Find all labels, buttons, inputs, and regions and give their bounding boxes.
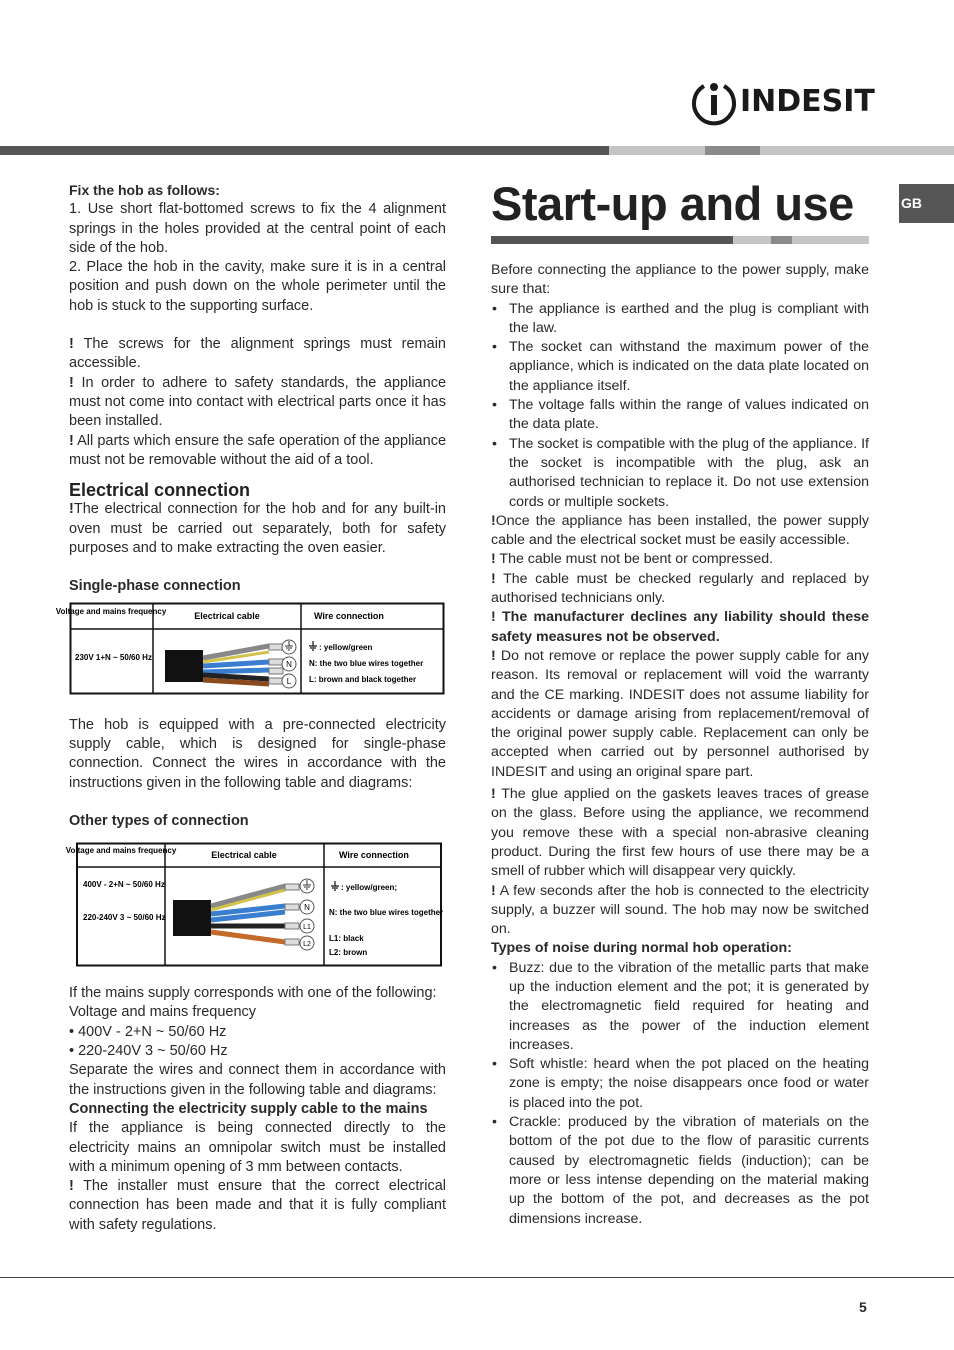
wire-row: N: the two blue wires together [309,658,424,668]
list-item: • 220-240V 3 ~ 50/60 Hz [69,1043,228,1060]
list-item: • The socket can withstand the maximum power of the appliance, which is indicated on the data plate located on the appliance itself. [491,338,869,396]
wire-row: N: the two blue wires together [329,908,444,918]
list-item: • Soft whistle: heard when the pot placed on the heating zone is empty; the noise disappears once food or water is placed into the pot. [491,1055,869,1113]
voltage-label: 220-240V 3 ~ 50/60 Hz [83,913,166,923]
svg-text:N: N [286,659,292,669]
table-header: Voltage and mains frequency [55,606,167,616]
other-connection-wiring-table [65,842,446,970]
subheading: Other types of connection [69,812,249,829]
page-number: 5 [859,1299,867,1315]
subheading: Connecting the electricity supply cable to the mains [69,1100,428,1117]
table-header: Voltage and mains frequency [65,846,177,856]
wire-row: L: brown and black together [309,674,417,684]
page-title: Start-up and use [491,177,854,230]
voltage-label: 400V - 2+N ~ 50/60 Hz [83,880,165,890]
subheading: Types of noise during normal hob operation: [491,940,792,957]
table-header: Electrical cable [194,610,260,621]
footer-rule [0,1277,954,1278]
fix-step-1: 1. Use short flat-bottomed screws to fix the 4 alignment springs in the holes provided at the central point of each side of the hob. [69,201,446,256]
warning-text: ! A few seconds after the hob is connected to the electricity supply, a buzzer will sound. The hob may now be switched on. [491,882,869,938]
list-item: • The voltage falls within the range of values indicated on the data plate. [491,396,869,435]
fix-heading: Fix the hob as follows: [69,182,220,198]
table-header: Wire connection [314,610,384,621]
svg-text:L1: L1 [303,924,311,932]
right-column [491,261,869,1229]
left-column [55,181,447,1235]
logo-text: INDESIT [740,84,875,119]
list-item: • Crackle: produced by the vibration of materials on the bottom of the pot due to the flow of parasitic currents caused by electromagnetic fields (induction); can be more or less intense depending on the material making up the bottom of the pot, and decreases as the pot dimensions increase. [491,1113,869,1229]
subheading: Single-phase connection [69,578,241,595]
list-item: • The socket is compatible with the plug of the appliance. If the socket is incompatible with the plug, ask an authorised technician to replace it. Do not use extension cords or multiple sockets. [491,435,869,512]
paragraph: Voltage and mains frequency [69,1004,257,1021]
warning-text: ! The manufacturer declines any liability should these safety measures not be observed. [491,609,869,645]
warning-text: ! All parts which ensure the safe operation of the appliance must not be removable without the aid of a tool. [69,432,447,468]
paragraph: Separate the wires and connect them in accordance with the instructions given in the following table and diagrams: [69,1062,446,1098]
header-bar [0,146,954,155]
wire-row: : yellow/green [319,642,373,652]
language-tab: GB [899,184,954,223]
section-heading: Electrical connection [69,480,251,501]
table-header: Wire connection [339,850,409,861]
warning-text: ! The glue applied on the gaskets leaves traces of grease on the glass. Before using the appliance, we recommend you remove these with a special non-abrasive cleaning product. During the first few hours of use there may be a smell of rubber which will disappear very quickly. [491,786,869,880]
warning-text: !Once the appliance has been installed, the power supply cable and the electrical socket must be easily accessible. [491,512,869,549]
svg-text:N: N [304,903,310,913]
noise-list [491,959,869,1229]
warning-text: !The electrical connection for the hob and for any built-in oven must be carried out separately, both for safety purposes and to make extracting the oven easier. [69,501,446,557]
svg-text:L2: L2 [303,941,311,949]
warning-text: ! The screws for the alignment springs must remain accessible. [69,336,446,372]
list-item: • The appliance is earthed and the plug is compliant with the law. [491,300,869,339]
fix-step-2: 2. Place the hob in the cavity, make sure it is in a central position and push down on the whole perimeter until the hob is stuck to the supporting surface. [69,259,446,314]
table-header: Electrical cable [211,850,277,861]
paragraph: The hob is equipped with a pre-connected electricity supply cable, which is designed for single-phase connection. Connect the wires in accordance with the instructions given in the following table and diagrams: [69,716,446,791]
voltage-label: 230V 1+N ~ 50/60 Hz [75,652,152,662]
wire-row: : yellow/green; [341,883,398,893]
list-item: • 400V - 2+N ~ 50/60 Hz [69,1023,227,1040]
warning-text: ! Do not remove or replace the power supply cable for any reason. Its removal or replacement will void the warranty and the CE marking. INDESIT does not assume liability for accidents or damage arising from replacement/removal of the original power supply cable. Replacement can only be accepted when carried out by personnel authorised by INDESIT and using an original spare part. [491,647,869,780]
warning-text: ! The installer must ensure that the correct electrical connection has been made and that it is fully compliant with safety regulations. [69,1178,446,1233]
wire-row: L1: black [329,934,364,944]
title-underline-bar [491,236,869,244]
svg-text:L: L [286,676,292,686]
warning-text: ! The cable must not be bent or compressed. [491,551,774,568]
warning-text: ! The cable must be checked regularly and replaced by authorised technicians only. [491,570,869,607]
paragraph: If the appliance is being connected directly to the electricity mains an omnipolar switch must be installed with a minimum opening of 3 mm between contacts. [69,1120,446,1175]
paragraph: Before connecting the appliance to the power supply, make sure that: [491,262,869,298]
wire-row: L2: brown [329,948,368,958]
list-item: • Buzz: due to the vibration of the metallic parts that make up the induction element and the pot; it is generated by the electromagnetic field required for heating and increases as the power of the induction element increases. [491,959,869,1055]
paragraph: If the mains supply corresponds with one of the following: [69,985,437,1002]
checklist [491,300,869,512]
single-phase-wiring-table [55,602,446,698]
indesit-logo-icon [690,78,738,126]
warning-text: ! In order to adhere to safety standards, the appliance must not come into contact with electrical parts once it has been installed. [69,374,447,430]
indesit-logo [690,78,875,126]
